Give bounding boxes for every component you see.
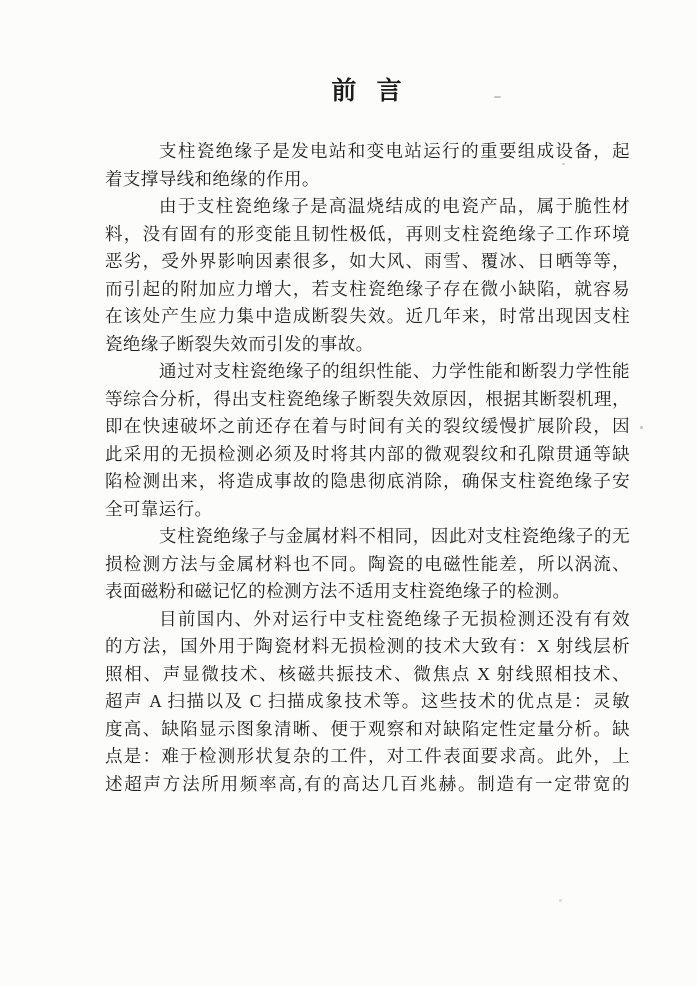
text-line: 料，没有固有的形变能且韧性极低，再则支柱瓷绝缘子工作环境 <box>105 223 630 244</box>
text-line: 着支撑导线和绝缘的作用。 <box>105 168 320 189</box>
text-line: 陷检测出来，将造成事故的隐患彻底消除，确保支柱瓷绝缘子安 <box>105 471 630 491</box>
paragraph <box>105 358 630 523</box>
text-line: 瓷绝缘子断裂失效而引发的事故。 <box>105 333 374 354</box>
text-line: 超声 A 扫描以及 C 扫描成象技术等。这些技术的优点是：灵敏 <box>105 691 630 711</box>
scan-speck <box>559 899 562 902</box>
text-line: 损检测方法与金属材料也不同。陶瓷的电磁性能差，所以涡流、 <box>105 553 630 574</box>
text-line: 的方法，国外用于陶瓷材料无损检测的技术大致有：X 射线层析 <box>105 636 630 656</box>
text-line: 而引起的附加应力增大，若支柱瓷绝缘子存在微小缺陷，就容易 <box>105 278 630 299</box>
paragraph <box>105 138 630 193</box>
paragraph <box>105 193 630 358</box>
text-line: 点是：难于检测形状复杂的工件，对工件表面要求高。此外，上 <box>105 746 630 766</box>
scan-speck <box>640 426 643 429</box>
text-line: 度高、缺陷显示图象清晰、便于观察和对缺陷定性定量分析。缺 <box>105 718 630 739</box>
text-line: 全可靠运行。 <box>105 498 213 519</box>
text-line: 表面磁粉和磁记忆的检测方法不适用支柱瓷绝缘子的检测。 <box>105 581 571 601</box>
text-line: 在该处产生应力集中造成断裂失效。近几年来，时常出现因支柱 <box>105 306 630 326</box>
paragraph <box>105 606 630 799</box>
text-line: 支柱瓷绝缘子与金属材料不相同，因此对支柱瓷绝缘子的无 <box>159 526 630 546</box>
text-line: 等综合分析，得出支柱瓷绝缘子断裂失效原因，根据其断裂机理， <box>105 388 630 409</box>
text-line: 述超声方法所用频率高,有的高达几百兆赫。制造有一定带宽的 <box>105 773 630 794</box>
text-line: 目前国内、外对运行中支柱瓷绝缘子无损检测还没有有效 <box>159 608 630 629</box>
page-title: 前 言 <box>331 78 404 105</box>
text-line: 即在快速破坏之前还存在着与时间有关的裂纹缓慢扩展阶段，因 <box>105 416 630 436</box>
text-line: 此采用的无损检测必须及时将其内部的微观裂纹和孔隙贯通等缺 <box>105 443 630 464</box>
body-text <box>105 138 630 798</box>
text-line: 照相、声显微技术、核磁共振技术、微焦点 X 射线照相技术、 <box>105 663 630 684</box>
paragraph <box>105 523 630 606</box>
text-line: 恶劣，受外界影响因素很多，如大风、雨雪、覆冰、日晒等等， <box>105 251 630 271</box>
text-line: 支柱瓷绝缘子是发电站和变电站运行的重要组成设备，起 <box>159 141 630 161</box>
text-line: 通过对支柱瓷绝缘子的组织性能、力学性能和断裂力学性能 <box>159 361 630 381</box>
text-line: 由于支柱瓷绝缘子是高温烧结成的电瓷产品，属于脆性材 <box>159 196 630 216</box>
page-content <box>105 0 630 798</box>
